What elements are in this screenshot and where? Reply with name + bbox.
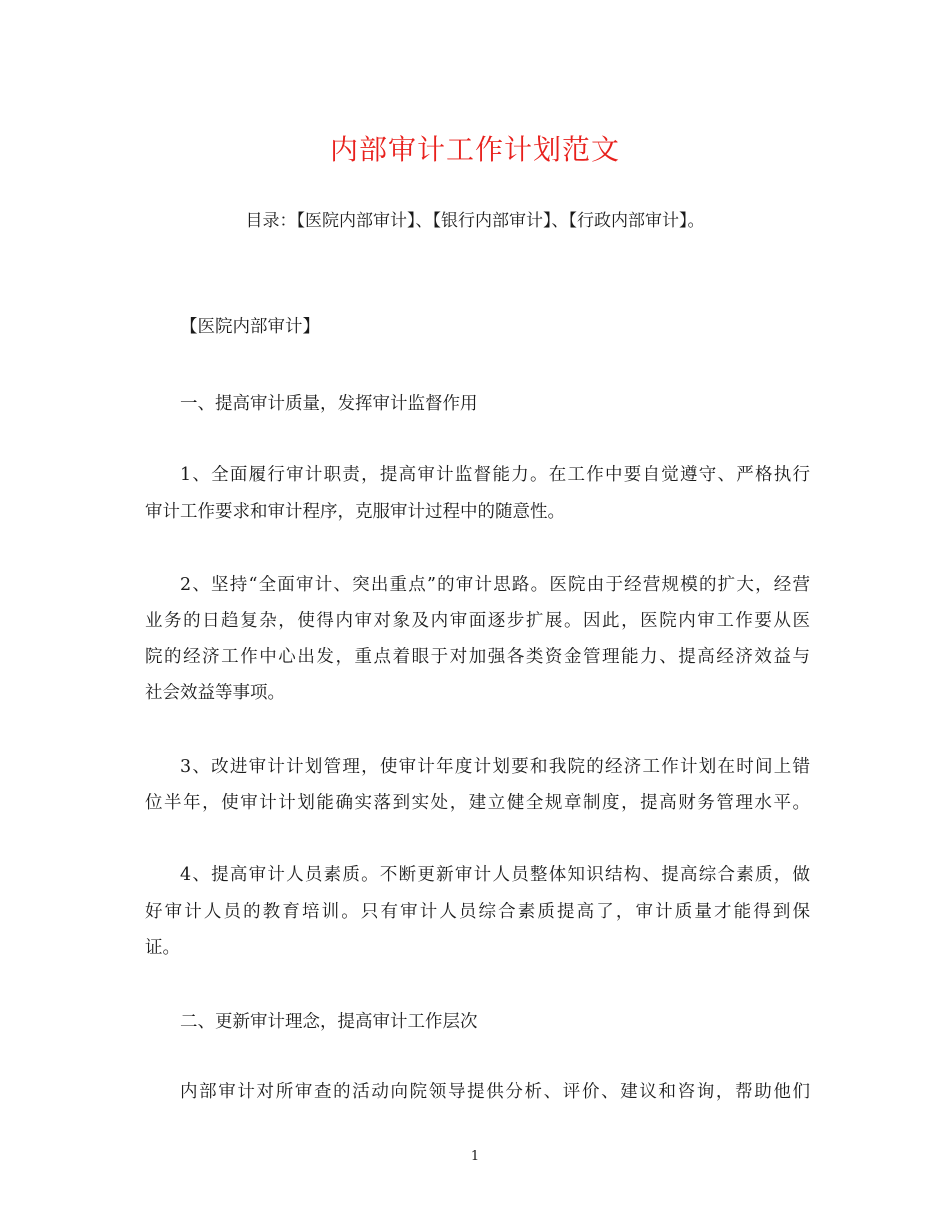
subheading: 一、提高审计质量，发挥审计监督作用 xyxy=(180,394,478,414)
paragraph-line: 好审计人员的教育培训。只有审计人员综合素质提高了，审计质量才能得到保 xyxy=(145,902,810,922)
paragraph-line: 业务的日趋复杂，使得内审对象及内审面逐步扩展。因此，医院内审工作要从医 xyxy=(145,611,810,631)
paragraph-line: 2、坚持“全面审计、突出重点”的审计思路。医院由于经营规模的扩大，经营 xyxy=(180,575,810,595)
paragraph-line: 证。 xyxy=(145,938,180,958)
subheading: 二、更新审计理念，提高审计工作层次 xyxy=(180,1012,478,1032)
paragraph-line: 1、全面履行审计职责，提高审计监督能力。在工作中要自觉遵守、严格执行 xyxy=(180,465,810,485)
document-title: 内部审计工作计划范文 xyxy=(329,133,620,166)
paragraph-line: 3、改进审计计划管理，使审计年度计划要和我院的经济工作计划在时间上错 xyxy=(180,757,810,777)
paragraph-line: 审计工作要求和审计程序，克服审计过程中的随意性。 xyxy=(145,502,565,522)
paragraph-line: 社会效益等事项。 xyxy=(145,683,285,703)
paragraph-line: 院的经济工作中心出发，重点着眼于对加强各类资金管理能力、提高经济效益与 xyxy=(145,647,810,667)
table-of-contents: 目录：【医院内部审计】、【银行内部审计】、【行政内部审计】。 xyxy=(245,211,705,231)
paragraph-line: 内部审计对所审查的活动向院领导提供分析、评价、建议和咨询，帮助他们 xyxy=(180,1082,810,1102)
page-number: 1 xyxy=(470,1149,480,1164)
paragraph-line: 4、提高审计人员素质。不断更新审计人员整体知识结构、提高综合素质，做 xyxy=(180,865,810,885)
section-heading: 【医院内部审计】 xyxy=(180,317,320,337)
paragraph-line: 位半年，使审计计划能确实落到实处，建立健全规章制度，提高财务管理水平。 xyxy=(145,793,810,813)
